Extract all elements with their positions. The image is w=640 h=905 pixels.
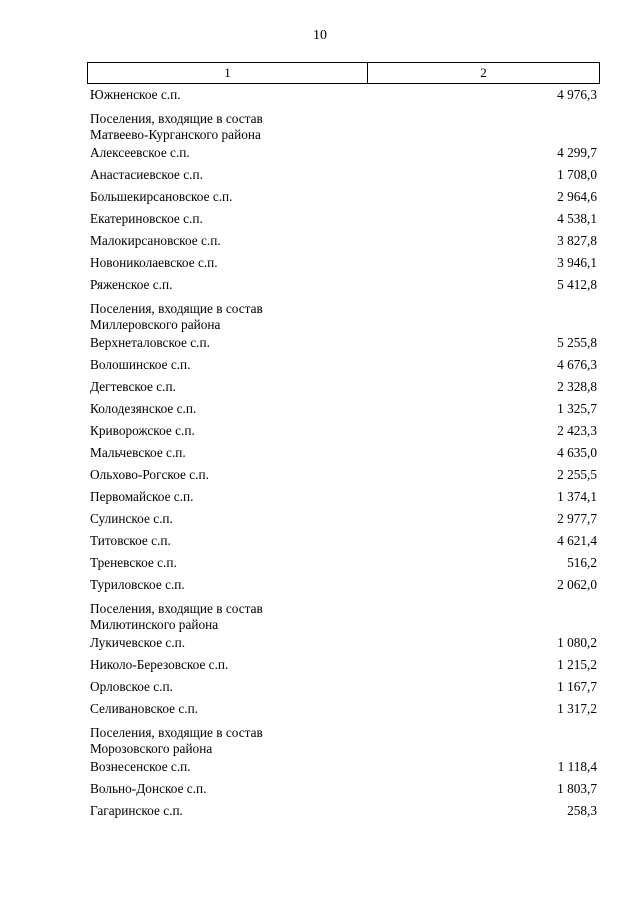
amount-value: 2 328,8 bbox=[557, 379, 597, 394]
settlement-name: Гагаринское с.п. bbox=[90, 803, 183, 818]
amount-value: 1 317,2 bbox=[557, 701, 597, 716]
table-row bbox=[90, 335, 597, 357]
table-row bbox=[90, 533, 597, 555]
table-row bbox=[90, 679, 597, 701]
settlement-name: Волошинское с.п. bbox=[90, 357, 191, 372]
amount-value: 1 080,2 bbox=[557, 635, 597, 650]
amount-value: 4 621,4 bbox=[557, 533, 597, 548]
group-header-row bbox=[90, 299, 597, 335]
amount-value: 1 374,1 bbox=[557, 489, 597, 504]
amount-value: 2 062,0 bbox=[557, 577, 597, 592]
group-title: Поселения, входящие в состав Морозовского района bbox=[90, 725, 263, 756]
amount-value: 2 964,6 bbox=[557, 189, 597, 204]
amount-value: 3 946,1 bbox=[557, 255, 597, 270]
table-row bbox=[90, 445, 597, 467]
settlement-name: Николо-Березовское с.п. bbox=[90, 657, 229, 672]
amount-value: 5 412,8 bbox=[557, 277, 597, 292]
settlement-name: Криворожское с.п. bbox=[90, 423, 195, 438]
settlement-name: Треневское с.п. bbox=[90, 555, 177, 570]
settlement-name: Ряженское с.п. bbox=[90, 277, 173, 292]
table-row bbox=[90, 467, 597, 489]
amount-value: 1 215,2 bbox=[557, 657, 597, 672]
settlement-name: Новониколаевское с.п. bbox=[90, 255, 218, 270]
amount-value: 4 976,3 bbox=[557, 87, 597, 102]
settlement-name: Ольхово-Рогское с.п. bbox=[90, 467, 209, 482]
settlement-name: Титовское с.п. bbox=[90, 533, 171, 548]
table-row bbox=[90, 357, 597, 379]
settlement-name: Алексеевское с.п. bbox=[90, 145, 190, 160]
table-row bbox=[90, 555, 597, 577]
settlement-name: Екатериновское с.п. bbox=[90, 211, 203, 226]
amount-value: 3 827,8 bbox=[557, 233, 597, 248]
table-row bbox=[90, 277, 597, 299]
table-row bbox=[90, 511, 597, 533]
settlement-name: Селивановское с.п. bbox=[90, 701, 199, 716]
group-header-row bbox=[90, 109, 597, 145]
table-row bbox=[90, 189, 597, 211]
amount-value: 4 299,7 bbox=[557, 145, 597, 160]
group-title: Поселения, входящие в состав Матвеево-Курганского района bbox=[90, 111, 263, 142]
amount-value: 1 167,7 bbox=[557, 679, 597, 694]
settlement-name: Дегтевское с.п. bbox=[90, 379, 176, 394]
table-row bbox=[90, 145, 597, 167]
amount-value: 1 118,4 bbox=[557, 759, 597, 774]
amount-value: 1 325,7 bbox=[557, 401, 597, 416]
table-row bbox=[90, 489, 597, 511]
amount-value: 2 423,3 bbox=[557, 423, 597, 438]
amount-value: 2 977,7 bbox=[557, 511, 597, 526]
amount-value: 258,3 bbox=[567, 803, 597, 818]
amount-value: 5 255,8 bbox=[557, 335, 597, 350]
settlement-name: Вознесенское с.п. bbox=[90, 759, 191, 774]
table-row bbox=[90, 87, 597, 109]
table-row bbox=[90, 657, 597, 679]
amount-value: 4 635,0 bbox=[557, 445, 597, 460]
settlement-name: Первомайское с.п. bbox=[90, 489, 194, 504]
table-row bbox=[90, 701, 597, 723]
group-header-row bbox=[90, 723, 597, 759]
settlement-name: Верхнеталовское с.п. bbox=[90, 335, 210, 350]
amount-value: 4 676,3 bbox=[557, 357, 597, 372]
settlement-name: Лукичевское с.п. bbox=[90, 635, 186, 650]
table-row bbox=[90, 167, 597, 189]
table-row bbox=[90, 781, 597, 803]
table-row bbox=[90, 803, 597, 825]
settlement-name: Мальчевское с.п. bbox=[90, 445, 186, 460]
table-row bbox=[90, 379, 597, 401]
table-row bbox=[90, 635, 597, 657]
table-row bbox=[90, 577, 597, 599]
settlement-name: Южненское с.п. bbox=[90, 87, 181, 102]
table-row bbox=[90, 211, 597, 233]
settlement-name: Орловское с.п. bbox=[90, 679, 173, 694]
table-row bbox=[90, 759, 597, 781]
settlement-name: Большекирсановское с.п. bbox=[90, 189, 233, 204]
settlement-name: Анастасиевское с.п. bbox=[90, 167, 203, 182]
settlement-name: Вольно-Донское с.п. bbox=[90, 781, 207, 796]
group-title: Поселения, входящие в состав Миллеровского района bbox=[90, 301, 263, 332]
table-row bbox=[90, 423, 597, 445]
table-row bbox=[90, 255, 597, 277]
table-body bbox=[90, 87, 597, 825]
amount-value: 4 538,1 bbox=[557, 211, 597, 226]
amount-value: 516,2 bbox=[567, 555, 597, 570]
settlement-name: Малокирсановское с.п. bbox=[90, 233, 221, 248]
column-header-1: 1 bbox=[88, 63, 368, 83]
page-number: 10 bbox=[313, 28, 327, 43]
amount-value: 2 255,5 bbox=[557, 467, 597, 482]
amount-value: 1 803,7 bbox=[557, 781, 597, 796]
table-row bbox=[90, 401, 597, 423]
group-header-row bbox=[90, 599, 597, 635]
table-row bbox=[90, 233, 597, 255]
group-title: Поселения, входящие в состав Милютинского района bbox=[90, 601, 263, 632]
settlement-name: Колодезянское с.п. bbox=[90, 401, 197, 416]
settlement-name: Туриловское с.п. bbox=[90, 577, 185, 592]
table-header bbox=[87, 62, 600, 84]
amount-value: 1 708,0 bbox=[557, 167, 597, 182]
settlement-name: Сулинское с.п. bbox=[90, 511, 173, 526]
column-header-2: 2 bbox=[480, 65, 487, 80]
